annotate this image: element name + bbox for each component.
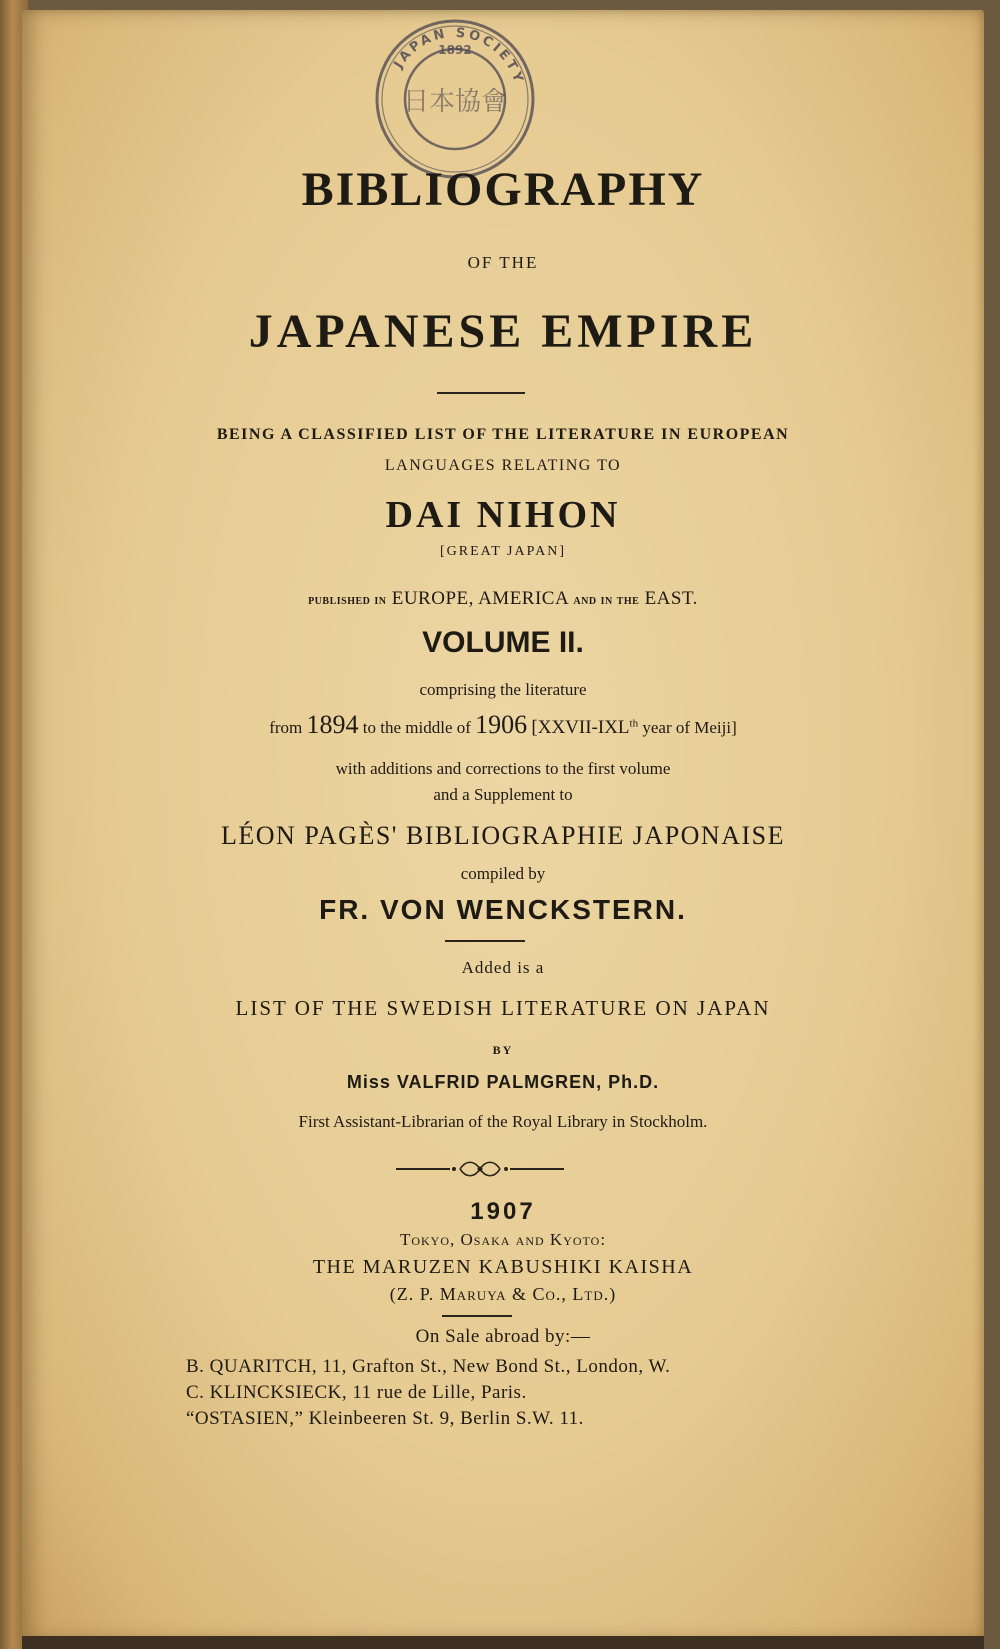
imprint-cities: Tokyo, Osaka and Kyoto: [399,1230,607,1249]
to-middle-of: to the middle of [362,718,471,737]
imprint-year: 1907 [470,1198,536,1225]
leon-pages-title: LÉON PAGÈS' BIBLIOGRAPHIE JAPONAISE [221,821,785,850]
published-east: EAST. [644,588,698,609]
meiji-end: year of Meiji] [642,718,737,737]
published-line [22,588,984,610]
date-range-line [22,710,984,740]
svg-text:JAPAN SOCIETY: JAPAN SOCIETY [391,25,527,87]
subtitle-line-1: BEING A CLASSIFIED LIST OF THE LITERATURE IN EUROPEAN [216,426,790,443]
additions-line: with additions and corrections to the first volume [335,759,671,778]
compiler-name: FR. VON WENCKSTERN. [319,894,687,925]
meiji-range: [XXVII-IXL [531,717,630,738]
great-japan-note: [GREAT JAPAN] [440,544,566,559]
appendix-author-title: First Assistant-Librarian of the Royal Library in Stockholm. [298,1112,708,1131]
agent-line: C. KLINCKSIECK, 11 rue de Lille, Paris. [186,1382,527,1403]
by-label: BY [492,1043,514,1057]
added-is-a: Added is a [461,958,545,977]
imprint-divider-rule [442,1315,512,1317]
svg-text:1892: 1892 [438,43,472,57]
published-and: and in the [573,593,640,608]
title-divider-rule [437,392,525,394]
year-end: 1906 [475,710,528,739]
volume-label: VOLUME II. [422,626,584,659]
year-start: 1894 [306,710,359,739]
on-sale-label: On Sale abroad by:— [415,1326,591,1347]
dai-nihon-heading: DAI NIHON [385,494,621,536]
published-prefix: published in [308,593,387,608]
agent-line: B. QUARITCH, 11, Grafton St., New Bond St., London, W. [186,1356,671,1377]
page-bottom-edge [22,1636,984,1649]
svg-text:日本協會: 日本協會 [402,87,508,117]
swedish-list-title: LIST OF THE SWEDISH LITERATURE ON JAPAN [235,996,771,1020]
main-title-line-1: BIBLIOGRAPHY [301,163,705,216]
title-of-the: OF THE [467,253,539,272]
meiji-superscript: th [629,717,639,730]
ornament-divider-icon [396,1158,564,1180]
supplement-line: and a Supplement to [433,785,573,804]
publisher-name: THE MARUZEN KABUSHIKI KAISHA [312,1256,694,1278]
comprising-line: comprising the literature [419,680,587,699]
subtitle-line-2: LANGUAGES RELATING TO [384,457,622,474]
from-word: from [269,718,303,737]
publisher-sub: (Z. P. Maruya & Co., Ltd.) [389,1284,617,1304]
compiled-by: compiled by [460,864,546,883]
agent-line: “OSTASIEN,” Kleinbeeren St. 9, Berlin S.W. 11. [186,1408,584,1429]
library-stamp [370,14,540,184]
published-places: EUROPE, AMERICA [391,588,569,609]
appendix-author: Miss VALFRID PALMGREN, Ph.D. [346,1072,660,1092]
main-title-line-2: JAPANESE EMPIRE [248,305,758,358]
compiler-divider-rule [445,940,525,942]
